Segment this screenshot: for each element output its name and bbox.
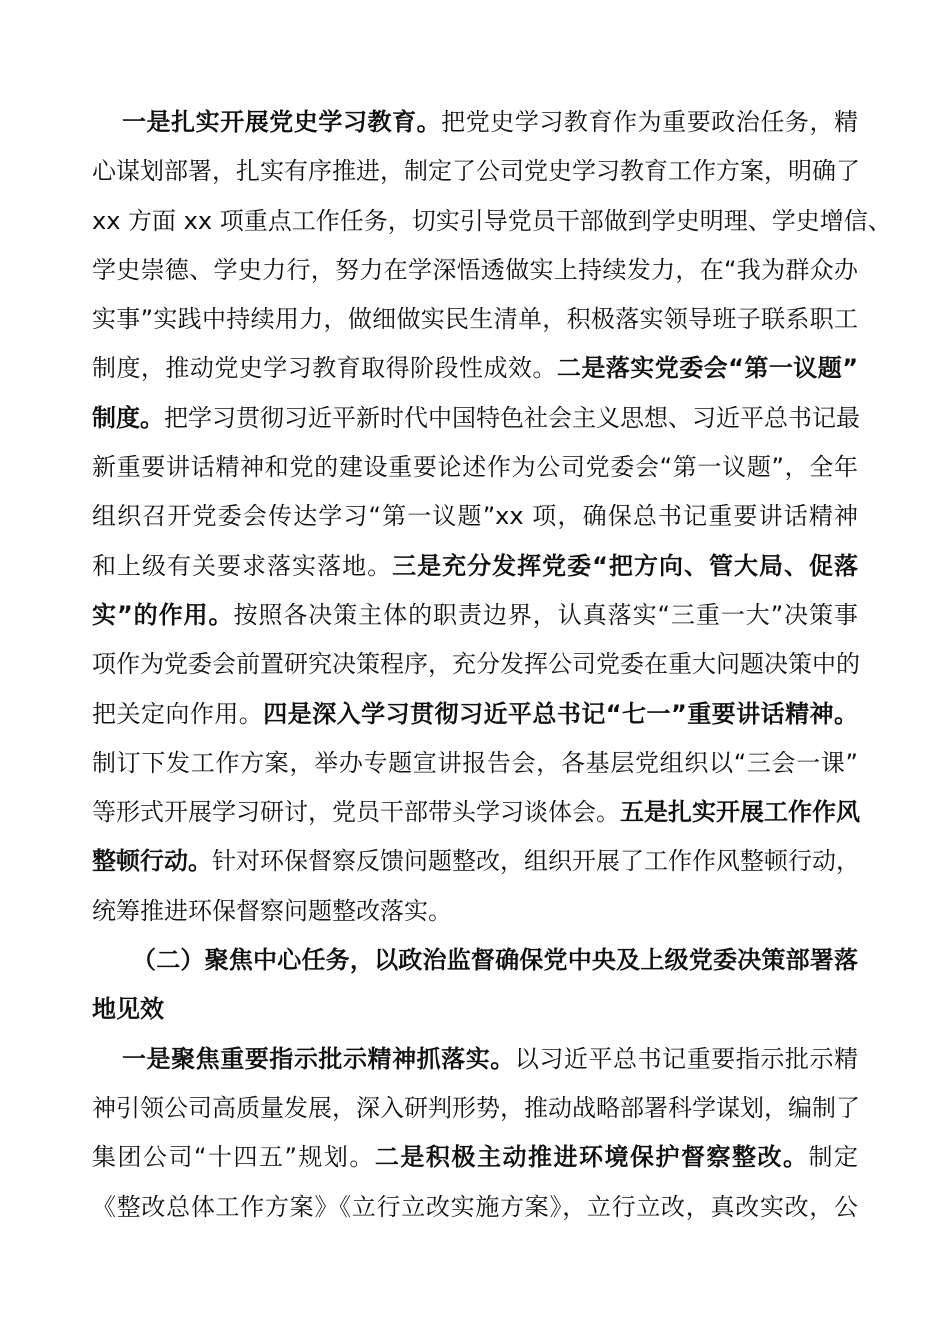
bold-heading-text: 四是深入学习贯彻习近平总书记“七一”重要讲话精神。 [263,699,859,728]
body-text: 心谋划部署，扎实有序推进，制定了公司党史学习教育工作方案，明确了 [92,157,860,186]
body-text: 神引领公司高质量发展，深入研判形势，推动战略部署科学谋划，编制了 [92,1093,860,1122]
text-line [92,1183,858,1232]
body-text: 等形式开展学习研讨，党员干部带头学习谈体会。 [92,798,620,827]
bold-heading-text: 制度。 [92,403,164,432]
body-text: 制度，推动党史学习教育取得阶段性成效。 [92,354,557,383]
body-text: 新重要讲话精神和党的建设重要论述作为公司党委会“第一议题”，全年 [92,453,858,482]
body-text: 集团公司“十四五”规划。 [92,1143,375,1172]
bold-heading-text: 一是扎实开展党史学习教育。 [122,108,442,136]
body-text: 把党史学习教育作为重要政治任务，精 [441,108,858,136]
body-text: 《整改总体工作方案》《立行立改实施方案》，立行立改，真改实改，公 [92,1192,858,1221]
text-line [92,591,858,640]
text-line [92,246,858,295]
bold-heading-text: 二是落实党委会“第一议题” [556,354,859,383]
body-text: 制订下发工作方案，举办专题宣讲报告会，各基层党组织以“三会一课” [92,748,858,777]
document-page [92,98,892,1232]
bold-heading-text: （二）聚焦中心任务，以政治监督确保党中央及上级党委决策部署落 [132,946,858,975]
text-line [92,640,858,689]
text-line [92,788,858,837]
body-text: xx 方面 xx 项重点工作任务，切实引导党员干部做到学史明理、学史增信、 [92,206,892,235]
bold-heading-text: 地见效 [92,995,164,1024]
body-text: 实事”实践中持续用力，做细做实民生清单，积极落实领导班子联系职工 [92,305,858,334]
bold-heading-text: 五是扎实开展工作作风 [620,798,860,827]
text-line [92,985,858,1034]
text-line [92,197,892,246]
body-text: 和上级有关要求落实落地。 [92,551,393,580]
bold-heading-text: 整顿行动。 [92,847,212,876]
text-line [92,690,858,739]
body-text: 针对环保督察反馈问题整改，组织开展了工作作风整顿行动， [212,847,860,876]
text-line [92,443,858,492]
body-text: 组织召开党委会传达学习“第一议题”xx 项，确保总书记重要讲话精神 [92,502,858,531]
text-line [92,936,858,985]
text-line [92,887,858,936]
text-line [92,98,858,147]
text-line [92,1133,858,1182]
bold-heading-text: 实”的作用。 [92,600,234,629]
body-text: 把学习贯彻习近平新时代中国特色社会主义思想、习近平总书记最 [164,403,860,432]
bold-heading-text: 二是积极主动推进环境保护督察整改。 [374,1143,809,1172]
text-line [92,147,858,196]
bold-heading-text: 一是聚焦重要指示批示精神抓落实。 [122,1044,515,1073]
body-text: 项作为党委会前置研究决策程序，充分发挥公司党委在重大问题决策中的 [92,650,860,679]
body-text: 以习近平总书记重要指示批示精 [514,1044,858,1073]
text-line [92,837,858,886]
body-text: 把关定向作用。 [92,699,264,728]
text-line [92,1035,858,1084]
text-line [92,344,858,393]
text-line [92,492,858,541]
text-line [92,1084,858,1133]
text-line [92,739,858,788]
body-text: 按照各决策主体的职责边界，认真落实“三重一大”决策事 [233,600,858,629]
body-text: 制定 [808,1143,859,1172]
body-text: 学史崇德、学史力行，努力在学深悟透做实上持续发力，在“我为群众办 [92,255,858,284]
text-line [92,295,858,344]
bold-heading-text: 三是充分发挥党委“把方向、管大局、促落 [392,551,858,580]
body-text: 统筹推进环保督察问题整改落实。 [92,896,452,925]
text-line [92,394,858,443]
text-line [92,542,858,591]
